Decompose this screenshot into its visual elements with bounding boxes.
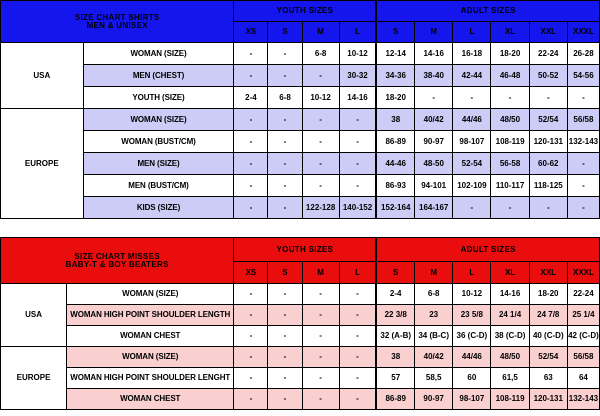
row-label: WOMAN (SIZE) — [83, 43, 234, 65]
table-cell: - — [234, 65, 268, 87]
table-cell: 94-101 — [415, 175, 453, 197]
shirts-youth-size-xs: XS — [234, 22, 268, 43]
table-cell: 98-107 — [453, 389, 491, 410]
misses-adult-size-xxl: XXL — [529, 262, 567, 284]
table-row — [1, 347, 600, 368]
shirts-adult-size-m: M — [415, 22, 453, 43]
misses-youth-size-s: S — [268, 262, 302, 284]
table-cell: 18-20 — [529, 284, 567, 305]
table-cell: 42 (C-D) — [567, 326, 599, 347]
table-cell: 58,5 — [415, 368, 453, 389]
table-cell: - — [234, 347, 268, 368]
table-cell: 38 — [376, 109, 414, 131]
table-cell: 2-4 — [234, 87, 268, 109]
table-cell: 108-119 — [491, 131, 529, 153]
table-cell: - — [567, 153, 599, 175]
table-cell: 38-40 — [415, 65, 453, 87]
table-cell: 98-107 — [453, 131, 491, 153]
table-cell: - — [567, 87, 599, 109]
table-cell: - — [268, 305, 302, 326]
table-cell: 56-58 — [491, 153, 529, 175]
table-cell: 120-131 — [529, 389, 567, 410]
table-row — [1, 175, 600, 197]
table-cell: - — [302, 175, 339, 197]
row-label: WOMAN (SIZE) — [67, 284, 234, 305]
table-cell: 6-8 — [415, 284, 453, 305]
table-cell: - — [268, 109, 302, 131]
table-cell: - — [302, 305, 339, 326]
table-cell: 34 (B-C) — [415, 326, 453, 347]
misses-title-line2: BABY-T & BOY BEATERS — [65, 259, 169, 269]
misses-title-line1: SIZE CHART MISSES — [74, 251, 160, 261]
shirts-title-line2: MEN & UNISEX — [86, 20, 148, 30]
table-cell: 60 — [453, 368, 491, 389]
table-cell: 18-20 — [376, 87, 414, 109]
table-cell: 38 (C-D) — [491, 326, 529, 347]
table-cell: - — [529, 197, 567, 219]
table-cell: 14-16 — [415, 43, 453, 65]
table-row — [1, 87, 600, 109]
table-cell: - — [234, 43, 268, 65]
table-cell: 57 — [376, 368, 414, 389]
table-row — [1, 43, 600, 65]
row-label: YOUTH (SIZE) — [83, 87, 234, 109]
table-cell: - — [339, 284, 376, 305]
shirts-adult-size-l: L — [453, 22, 491, 43]
table-cell: 90-97 — [415, 389, 453, 410]
shirts-adult-sizes-header: ADULT SIZES — [376, 1, 599, 22]
table-cell: - — [567, 197, 599, 219]
table-cell: 44/46 — [453, 347, 491, 368]
table-cell: 12-14 — [376, 43, 414, 65]
table-cell: 140-152 — [339, 197, 376, 219]
table-cell: - — [339, 153, 376, 175]
table-cell: - — [234, 153, 268, 175]
table-cell: - — [453, 87, 491, 109]
misses-youth-sizes-header: YOUTH SIZES — [234, 238, 376, 262]
table-cell: 25 1/4 — [567, 305, 599, 326]
table-cell: - — [491, 197, 529, 219]
table-cell: 22 3/8 — [376, 305, 414, 326]
table-cell: 24 1/4 — [491, 305, 529, 326]
table-cell: 86-89 — [376, 389, 414, 410]
table-cell: 14-16 — [339, 87, 376, 109]
table-cell: - — [234, 197, 268, 219]
table-cell: - — [268, 197, 302, 219]
shirts-youth-size-l: L — [339, 22, 376, 43]
misses-chart-title — [1, 238, 234, 284]
shirts-youth-sizes-header: YOUTH SIZES — [234, 1, 376, 22]
table-cell: - — [268, 326, 302, 347]
table-cell: - — [302, 65, 339, 87]
table-cell: 40 (C-D) — [529, 326, 567, 347]
table-cell: - — [268, 368, 302, 389]
row-label: WOMAN (SIZE) — [83, 109, 234, 131]
shirts-title-line1: SIZE CHART SHIRTS — [74, 12, 160, 22]
table-cell: - — [268, 389, 302, 410]
table-cell: - — [302, 389, 339, 410]
region-label-europe: EUROPE — [1, 347, 67, 410]
table-cell: 86-89 — [376, 131, 414, 153]
table-row — [1, 368, 600, 389]
table-cell: - — [268, 284, 302, 305]
row-label: WOMAN HIGH POINT SHOULDER LENGTH — [67, 305, 234, 326]
shirts-adult-size-xl: XL — [491, 22, 529, 43]
table-cell: 38 — [376, 347, 414, 368]
table-cell: 63 — [529, 368, 567, 389]
table-cell: - — [268, 175, 302, 197]
misses-adult-size-l: L — [453, 262, 491, 284]
table-cell: 110-117 — [491, 175, 529, 197]
table-row — [1, 284, 600, 305]
table-cell: - — [453, 197, 491, 219]
table-cell: 108-119 — [491, 389, 529, 410]
table-cell: 40/42 — [415, 347, 453, 368]
table-cell: 86-93 — [376, 175, 414, 197]
table-cell: 102-109 — [453, 175, 491, 197]
table-cell: 48/50 — [491, 347, 529, 368]
table-cell: - — [567, 175, 599, 197]
table-cell: - — [234, 109, 268, 131]
row-label: WOMAN CHEST — [67, 326, 234, 347]
table-row — [1, 131, 600, 153]
table-cell: 23 5/8 — [453, 305, 491, 326]
table-cell: 2-4 — [376, 284, 414, 305]
table-cell: 50-52 — [529, 65, 567, 87]
table-cell: 120-131 — [529, 131, 567, 153]
table-cell: 48-50 — [415, 153, 453, 175]
table-cell: - — [234, 368, 268, 389]
misses-youth-size-xs: XS — [234, 262, 268, 284]
table-cell: 52/54 — [529, 347, 567, 368]
misses-adult-size-xl: XL — [491, 262, 529, 284]
table-cell: 10-12 — [339, 43, 376, 65]
table-cell: - — [491, 87, 529, 109]
table-cell: 32 (A-B) — [376, 326, 414, 347]
table-cell: - — [339, 347, 376, 368]
table-cell: 6-8 — [302, 43, 339, 65]
table-cell: 152-164 — [376, 197, 414, 219]
table-cell: 24 7/8 — [529, 305, 567, 326]
table-cell: 52-54 — [453, 153, 491, 175]
table-cell: 26-28 — [567, 43, 599, 65]
table-cell: 10-12 — [453, 284, 491, 305]
region-label-usa: USA — [1, 43, 84, 109]
misses-adult-size-m: M — [415, 262, 453, 284]
table-cell: 61,5 — [491, 368, 529, 389]
row-label: WOMAN (SIZE) — [67, 347, 234, 368]
table-cell: 6-8 — [268, 87, 302, 109]
row-label: WOMAN HIGH POINT SHOULDER LENGHT — [67, 368, 234, 389]
table-row — [1, 153, 600, 175]
table-row — [1, 305, 600, 326]
shirts-adult-size-xxxl: XXXL — [567, 22, 599, 43]
table-cell: - — [339, 131, 376, 153]
table-cell: 56/58 — [567, 109, 599, 131]
table-cell: 54-56 — [567, 65, 599, 87]
table-cell: - — [339, 326, 376, 347]
table-cell: 23 — [415, 305, 453, 326]
misses-adult-sizes-header: ADULT SIZES — [376, 238, 599, 262]
table-cell: 30-32 — [339, 65, 376, 87]
table-cell: - — [268, 153, 302, 175]
table-cell: 36 (C-D) — [453, 326, 491, 347]
misses-adult-size-s: S — [376, 262, 414, 284]
table-row — [1, 197, 600, 219]
table-cell: 118-125 — [529, 175, 567, 197]
row-label: KIDS (SIZE) — [83, 197, 234, 219]
shirts-youth-size-s: S — [268, 22, 302, 43]
table-cell: - — [339, 389, 376, 410]
misses-youth-size-m: M — [302, 262, 339, 284]
row-label: MEN (SIZE) — [83, 153, 234, 175]
shirts-adult-size-s: S — [376, 22, 414, 43]
row-label: MEN (BUST/CM) — [83, 175, 234, 197]
table-row — [1, 389, 600, 410]
table-cell: - — [268, 131, 302, 153]
row-label: WOMAN CHEST — [67, 389, 234, 410]
table-cell: - — [415, 87, 453, 109]
misses-adult-size-xxxl: XXXL — [567, 262, 599, 284]
table-cell: - — [234, 284, 268, 305]
table-cell: - — [302, 153, 339, 175]
table-cell: - — [302, 347, 339, 368]
table-cell: - — [339, 368, 376, 389]
table-cell: 10-12 — [302, 87, 339, 109]
table-cell: 18-20 — [491, 43, 529, 65]
table-cell: 22-24 — [529, 43, 567, 65]
table-cell: - — [234, 175, 268, 197]
table-cell: - — [234, 305, 268, 326]
table-cell: 42-44 — [453, 65, 491, 87]
table-row — [1, 326, 600, 347]
table-row — [1, 65, 600, 87]
table-cell: - — [234, 326, 268, 347]
table-cell: 164-167 — [415, 197, 453, 219]
table-cell: - — [268, 43, 302, 65]
table-cell: 22-24 — [567, 284, 599, 305]
table-cell: 44/46 — [453, 109, 491, 131]
table-cell: 132-143 — [567, 131, 599, 153]
row-label: WOMAN (BUST/CM) — [83, 131, 234, 153]
shirts-chart-title — [1, 1, 234, 43]
table-cell: - — [234, 131, 268, 153]
table-cell: 132-143 — [567, 389, 599, 410]
table-cell: 34-36 — [376, 65, 414, 87]
row-label: MEN (CHEST) — [83, 65, 234, 87]
table-cell: 40/42 — [415, 109, 453, 131]
shirts-adult-size-xxl: XXL — [529, 22, 567, 43]
table-cell: - — [268, 347, 302, 368]
table-cell: - — [302, 131, 339, 153]
table-cell: 90-97 — [415, 131, 453, 153]
misses-size-chart — [0, 237, 600, 410]
table-cell: - — [268, 65, 302, 87]
shirts-youth-size-m: M — [302, 22, 339, 43]
table-cell: - — [339, 175, 376, 197]
table-cell: - — [339, 305, 376, 326]
table-cell: - — [234, 389, 268, 410]
table-cell: 52/54 — [529, 109, 567, 131]
table-cell: - — [529, 87, 567, 109]
table-cell: 14-16 — [491, 284, 529, 305]
table-cell: - — [302, 109, 339, 131]
table-cell: 44-46 — [376, 153, 414, 175]
table-cell: - — [302, 368, 339, 389]
misses-youth-size-l: L — [339, 262, 376, 284]
table-cell: 64 — [567, 368, 599, 389]
table-cell: 60-62 — [529, 153, 567, 175]
region-label-europe: EUROPE — [1, 109, 84, 219]
table-cell: 46-48 — [491, 65, 529, 87]
table-cell: 48/50 — [491, 109, 529, 131]
table-cell: 16-18 — [453, 43, 491, 65]
table-cell: - — [302, 326, 339, 347]
region-label-usa: USA — [1, 284, 67, 347]
table-cell: 56/58 — [567, 347, 599, 368]
table-cell: - — [339, 109, 376, 131]
table-cell: - — [302, 284, 339, 305]
table-cell: 122-128 — [302, 197, 339, 219]
table-row — [1, 109, 600, 131]
